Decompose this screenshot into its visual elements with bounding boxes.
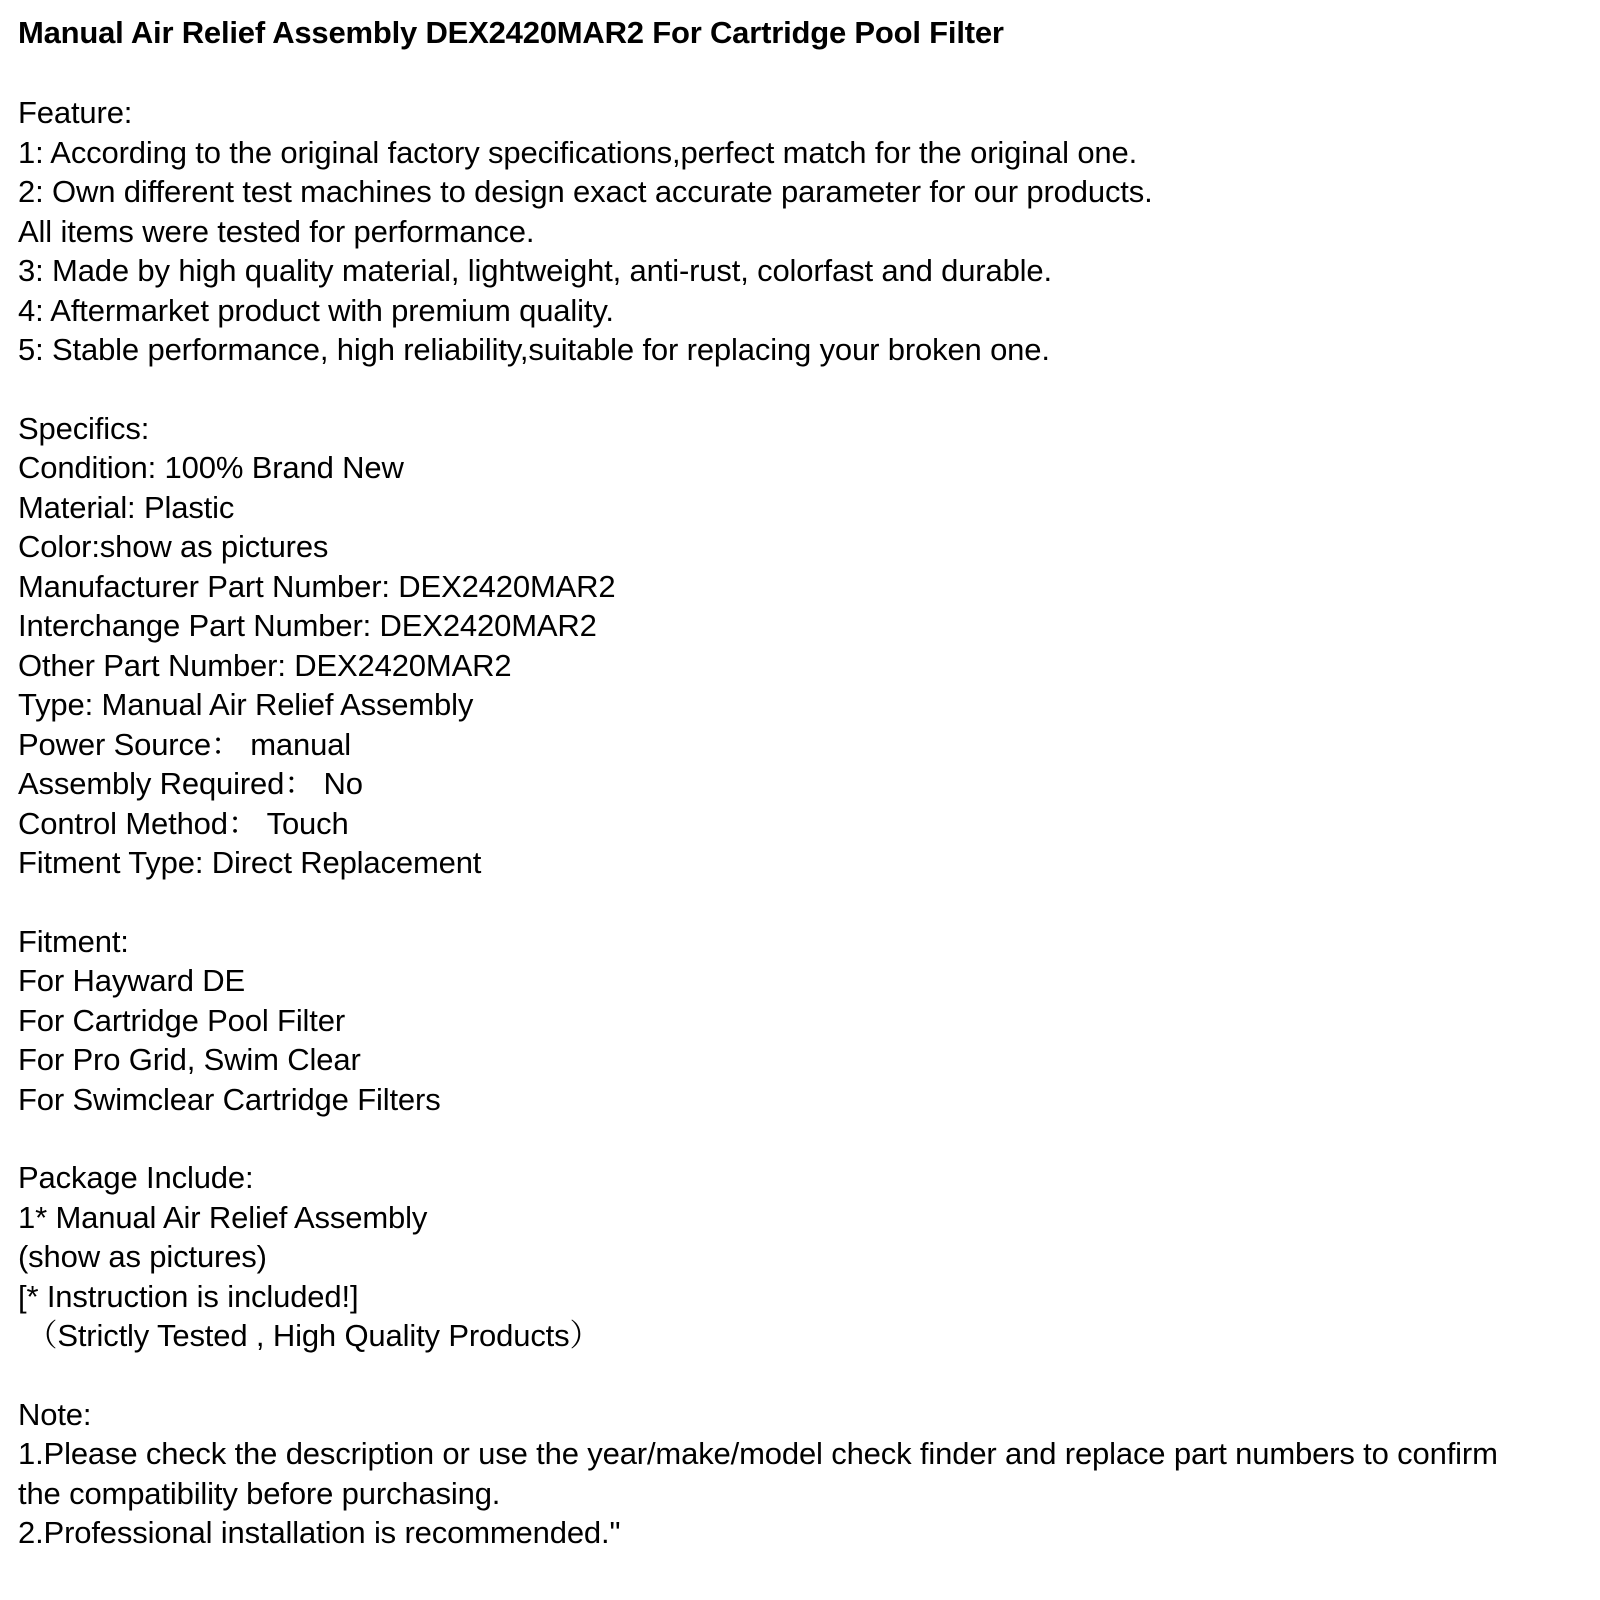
spacer-before-note — [18, 1356, 1586, 1395]
spacer-before-package — [18, 1119, 1586, 1158]
note-section — [18, 1395, 1586, 1553]
spacer-after-title — [18, 54, 1586, 93]
spacer-before-specifics — [18, 370, 1586, 409]
specifics-item-manufacturer-part-number: Manufacturer Part Number: DEX2420MAR2 — [18, 568, 616, 604]
feature-item: 1: According to the original factory specifications,perfect match for the original one. — [18, 134, 1138, 170]
specifics-item-interchange-part-number: Interchange Part Number: DEX2420MAR2 — [18, 608, 597, 643]
fitment-item: For Cartridge Pool Filter — [18, 1002, 346, 1038]
specifics-section — [18, 409, 1586, 883]
fitment-item: For Swimclear Cartridge Filters — [18, 1081, 441, 1117]
fitment-item: For Pro Grid, Swim Clear — [18, 1042, 361, 1077]
feature-section — [18, 93, 1586, 370]
specifics-item-color: Color:show as pictures — [18, 529, 329, 564]
feature-item: 3: Made by high quality material, lightweight, anti-rust, colorfast and durable. — [18, 253, 1052, 288]
specifics-item-assembly-required: Assembly Required： No — [18, 766, 363, 801]
note-heading: Note: — [18, 1396, 92, 1432]
specifics-heading: Specifics: — [18, 410, 150, 446]
note-item: 2.Professional installation is recommended." — [18, 1515, 621, 1550]
page-title: Manual Air Relief Assembly DEX2420MAR2 For Cartridge Pool Filter — [18, 15, 1004, 50]
specifics-item-power-source: Power Source： manual — [18, 726, 351, 762]
package-include-heading: Package Include: — [18, 1160, 254, 1195]
feature-item: 4: Aftermarket product with premium quality. — [18, 292, 614, 328]
feature-heading: Feature: — [18, 95, 133, 130]
specifics-item-condition: Condition: 100% Brand New — [18, 450, 404, 485]
specifics-item-control-method: Control Method： Touch — [18, 805, 349, 841]
specifics-item-material: Material: Plastic — [18, 489, 235, 525]
fitment-item: For Hayward DE — [18, 963, 246, 998]
feature-item: All items were tested for performance. — [18, 213, 535, 249]
package-include-item: 1* Manual Air Relief Assembly — [18, 1199, 428, 1235]
fitment-heading: Fitment: — [18, 923, 129, 959]
package-include-item: （Strictly Tested , High Quality Products） — [18, 1318, 601, 1353]
package-include-section — [18, 1158, 1586, 1356]
specifics-item-type: Type: Manual Air Relief Assembly — [18, 687, 474, 722]
note-item: 1.Please check the description or use the year/make/model check finder and replace part numbers to confirm the compatibility before purchasing. — [18, 1436, 1507, 1511]
specifics-item-fitment-type: Fitment Type: Direct Replacement — [18, 845, 482, 880]
spacer-before-fitment — [18, 883, 1586, 922]
fitment-section — [18, 922, 1586, 1120]
feature-item: 5: Stable performance, high reliability,suitable for replacing your broken one. — [18, 332, 1050, 367]
package-include-item: (show as pictures) — [18, 1239, 267, 1274]
package-include-item: [* Instruction is included!] — [18, 1278, 359, 1314]
specifics-item-other-part-number: Other Part Number: DEX2420MAR2 — [18, 647, 512, 683]
feature-item: 2: Own different test machines to design exact accurate parameter for our products. — [18, 174, 1153, 209]
